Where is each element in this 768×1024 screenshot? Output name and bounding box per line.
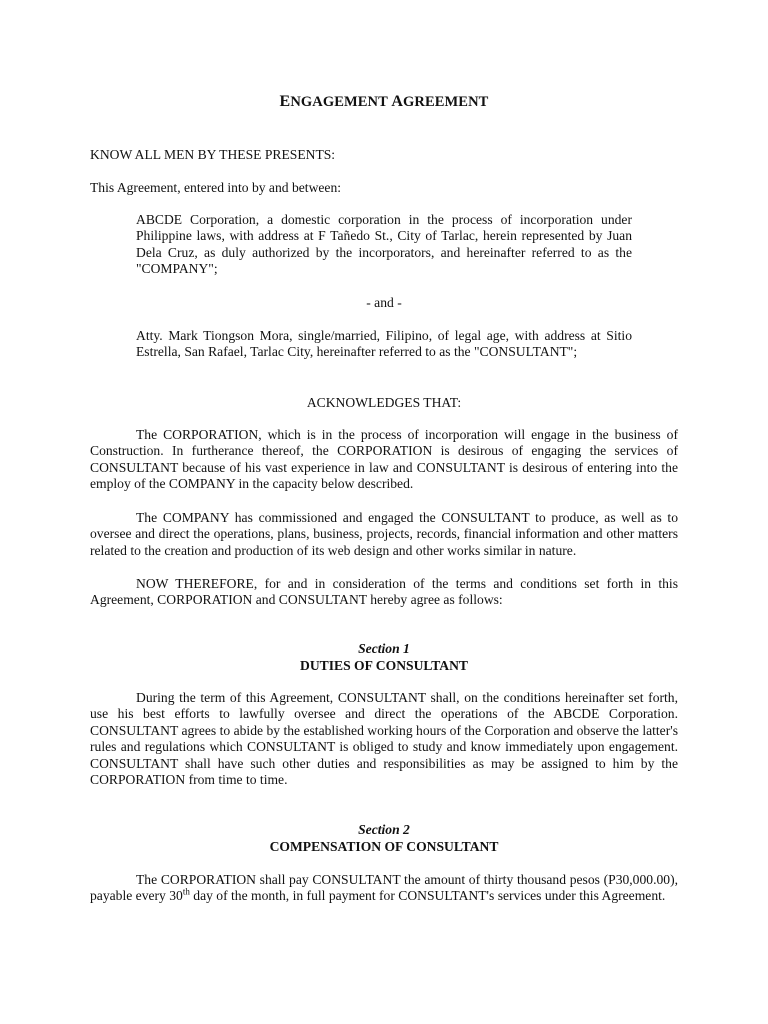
section-2-body-start: The CORPORATION shall pay CONSULTANT the amount of thirty thousand pesos (P30,000.00), payable every 30	[90, 872, 678, 904]
section-2-heading: COMPENSATION OF CONSULTANT	[269, 839, 499, 854]
ordinal-superscript: th	[182, 886, 190, 897]
section-2-body	[90, 872, 678, 905]
section-2-body-end: day of the month, in full payment for CONSULTANT's services under this Agreement.	[189, 888, 666, 904]
title-word-2-rest: GREEMENT	[403, 94, 489, 110]
document-title	[0, 94, 768, 110]
title-initial-2: A	[391, 93, 404, 110]
party-company: ABCDE Corporation, a domestic corporation in the process of incorporation under Philippine laws, with address at F Tañedo St., City of Tarlac, herein represented by Juan Dela Cruz, as duly authorized by the incorporators, and hereinafter referred to as the "COMPANY";	[136, 212, 632, 277]
recital-paragraph-3: NOW THEREFORE, for and in consideration of the terms and conditions set forth in this Agreement, CORPORATION and CONSULTANT hereby agree as follows:	[90, 576, 678, 608]
party-consultant: Atty. Mark Tiongson Mora, single/married, Filipino, of legal age, with address at Sitio Estrella, San Rafael, Tarlac City, hereinafter referred to as the "CONSULTANT";	[136, 328, 632, 360]
recital-paragraph-1: The CORPORATION, which is in the process of incorporation will engage in the business of Construction. In furtherance thereof, the CORPORATION is desirous of engaging the services of CONSULTANT because of his vast experience in law and CONSULTANT is desirous of entering into the employ of the COMPANY in the capacity below described.	[90, 427, 678, 492]
section-2-label: Section 2	[358, 822, 410, 837]
section-1-body: During the term of this Agreement, CONSULTANT shall, on the conditions hereinafter set forth, use his best efforts to lawfully oversee and direct the operations of the ABCDE Corporation. CONSULTANT agrees to abide by the established working hours of the Corporation and observe the latter's rules and regulations which CONSULTANT is obliged to study and know immediately upon engagement. CONSULTANT shall have such other duties and responsibilities as may be assigned to him by the CORPORATION from time to time.	[90, 690, 678, 788]
section-1-label: Section 1	[358, 641, 410, 656]
recital-paragraph-2: The COMPANY has commissioned and engaged the CONSULTANT to produce, as well as to oversee and direct the operations, plans, business, projects, records, financial information and other matters related to the creation and production of its web design and other works similar in nature.	[90, 510, 678, 558]
preamble: KNOW ALL MEN BY THESE PRESENTS:	[90, 147, 336, 162]
acknowledges-heading: ACKNOWLEDGES THAT:	[306, 395, 462, 410]
intro-paragraph: This Agreement, entered into by and between:	[90, 180, 342, 195]
title-word-1-rest: NGAGEMENT	[290, 94, 388, 110]
and-separator: - and -	[366, 295, 402, 310]
section-1-heading: DUTIES OF CONSULTANT	[300, 658, 468, 673]
title-initial-1: E	[279, 93, 291, 110]
